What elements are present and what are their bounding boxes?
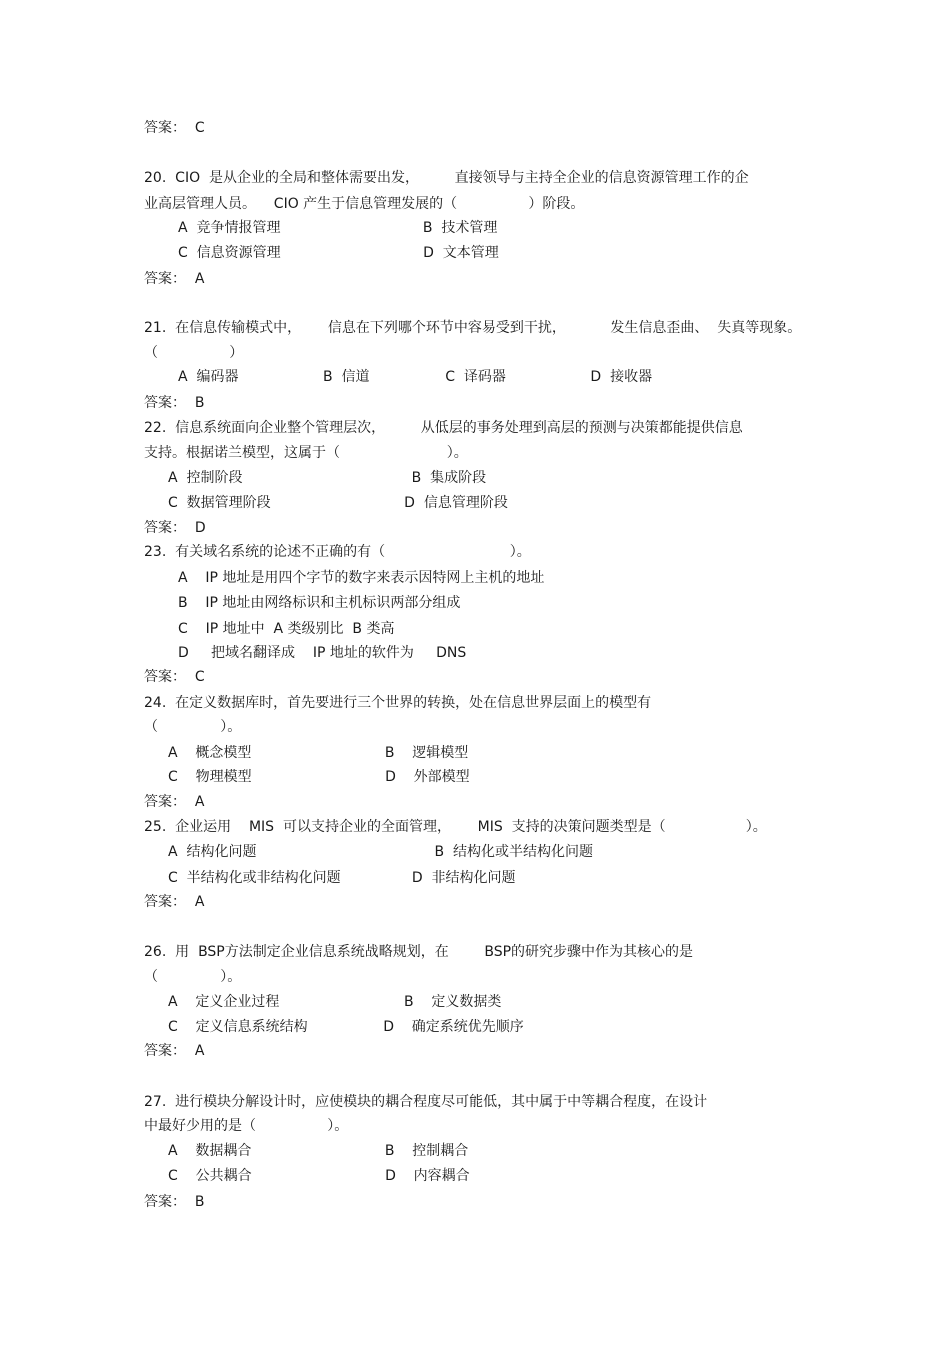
question-text: 20. CIO 是从企业的全局和整体需要出发， 直接领导与主持全企业的信息资源管理工作的企: [144, 170, 749, 186]
answer-line: 答案： A: [144, 1043, 205, 1059]
option-row: C 物理模型 D 外部模型: [168, 769, 470, 785]
question-text: （ ）。: [144, 969, 242, 985]
option-row: A IP 地址是用四个字节的数字来表示因特网上主机的地址: [178, 570, 545, 586]
question-text: 27. 进行模块分解设计时，应使模块的耦合程度尽可能低，其中属于中等耦合程度，在设计: [144, 1094, 708, 1110]
question-text: 25. 企业运用 MIS 可以支持企业的全面管理， MIS 支持的决策问题类型是（ ）。: [144, 819, 767, 835]
question-text: 23. 有关域名系统的论述不正确的有（ ）。: [144, 544, 531, 560]
option-row: A 结构化问题 B 结构化或半结构化问题: [168, 844, 593, 860]
question-text: 中最好少用的是（ ）。: [144, 1118, 349, 1134]
option-row: D 把域名翻译成 IP 地址的软件为 DNS: [178, 645, 467, 661]
question-text: 支持。根据诺兰模型，这属于（ ）。: [144, 445, 468, 461]
option-row: B IP 地址由网络标识和主机标识两部分组成: [178, 595, 461, 611]
option-row: A 定义企业过程 B 定义数据类: [168, 994, 502, 1010]
answer-line: 答案： A: [144, 894, 205, 910]
option-row: C 信息资源管理 D 文本管理: [178, 245, 499, 261]
question-text: 21. 在信息传输模式中， 信息在下列哪个环节中容易受到干扰， 发生信息歪曲、 失真等现象。: [144, 320, 802, 336]
question-text: 业高层管理人员。 CIO 产生于信息管理发展的（ ）阶段。: [144, 196, 585, 212]
option-row: C 半结构化或非结构化问题 D 非结构化问题: [168, 870, 516, 886]
answer-line: 答案： C: [144, 669, 205, 685]
question-text: （ ）: [144, 345, 244, 361]
answer-line: 答案： B: [144, 1194, 205, 1210]
answer-line: 答案： C: [144, 120, 205, 136]
question-text: 26. 用 BSP方法制定企业信息系统战略规划，在 BSP的研究步骤中作为其核心的是: [144, 944, 694, 960]
answer-line: 答案： B: [144, 395, 205, 411]
question-text: 22. 信息系统面向企业整个管理层次， 从低层的事务处理到高层的预测与决策都能提供信息: [144, 420, 743, 436]
answer-line: 答案： A: [144, 794, 205, 810]
option-row: A 数据耦合 B 控制耦合: [168, 1143, 469, 1159]
answer-line: 答案： A: [144, 271, 205, 287]
question-text: （ ）。: [144, 719, 242, 735]
option-row: A 编码器 B 信道 C 译码器 D 接收器: [178, 369, 653, 385]
option-row: C 定义信息系统结构 D 确定系统优先顺序: [168, 1019, 524, 1035]
answer-line: 答案： D: [144, 520, 206, 536]
option-row: C 数据管理阶段 D 信息管理阶段: [168, 495, 508, 511]
option-row: A 竞争情报管理 B 技术管理: [178, 220, 498, 236]
option-row: C 公共耦合 D 内容耦合: [168, 1168, 470, 1184]
option-row: C IP 地址中 A 类级别比 B 类高: [178, 621, 395, 637]
question-text: 24. 在定义数据库时，首先要进行三个世界的转换，处在信息世界层面上的模型有: [144, 695, 652, 711]
option-row: A 控制阶段 B 集成阶段: [168, 470, 487, 486]
option-row: A 概念模型 B 逻辑模型: [168, 745, 469, 761]
